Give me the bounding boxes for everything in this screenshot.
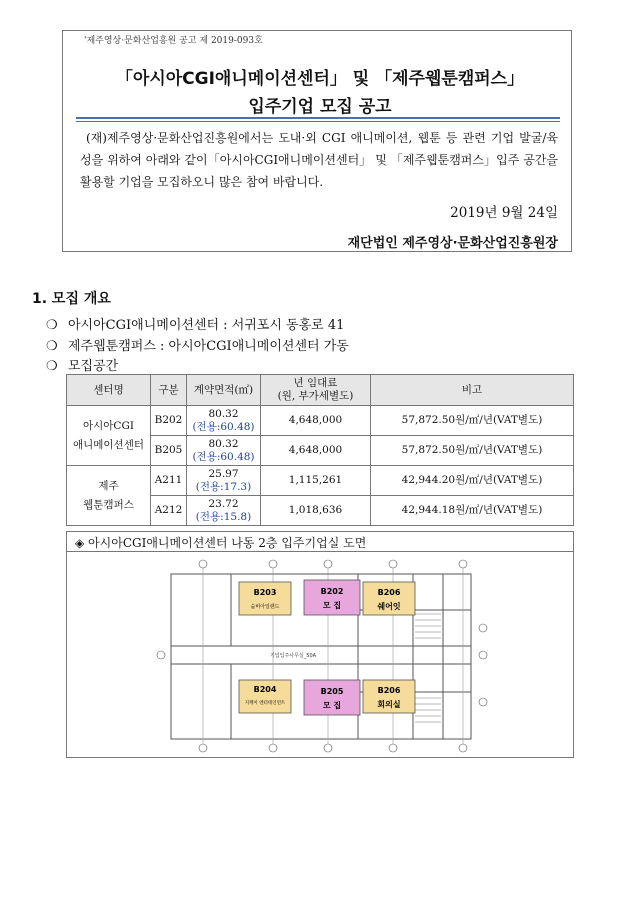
rent-cell: 4,648,000 — [261, 406, 371, 436]
room-code: B206 — [377, 588, 401, 597]
bullet-circle-icon: ❍ — [46, 359, 58, 374]
issuing-organization: 재단법인 제주영상·문화산업진흥원장 — [347, 236, 558, 251]
stair-hatch — [415, 614, 441, 722]
floorplan-caption: ◈ 아시아CGI애니메이션센터 나동 2층 입주기업실 도면 — [75, 536, 367, 550]
bullet-item — [46, 314, 344, 333]
area-exclusive: (전용:15.8) — [195, 510, 252, 523]
floorplan-drawing — [153, 552, 493, 756]
area-cell — [187, 466, 261, 496]
section-heading: 1. 모집 개요 — [32, 291, 111, 307]
room-label: 회의실 — [377, 700, 401, 709]
room-code: B206 — [377, 686, 401, 695]
rent-cell: 4,648,000 — [261, 436, 371, 466]
table-header-row — [67, 375, 574, 406]
rent-cell: 1,018,636 — [261, 496, 371, 526]
bullet-text: 아시아CGI애니메이션센터 : 서귀포시 동홍로 41 — [68, 318, 345, 333]
corridor-label: 기업입주사무실_50A — [269, 653, 317, 659]
note-cell: 42,944.18원/㎡/년(VAT별도) — [371, 496, 574, 526]
header-rent — [261, 375, 371, 406]
area-total: 80.32 — [208, 437, 239, 450]
room-code: B202 — [320, 587, 344, 596]
bullet-text: 모집공간 — [68, 359, 119, 374]
note-cell: 57,872.50원/㎡/년(VAT별도) — [371, 436, 574, 466]
center-name — [67, 406, 151, 466]
center-name-line1: 제주 — [98, 479, 119, 492]
area-total: 80.32 — [208, 407, 239, 420]
room-B203 — [239, 582, 291, 615]
area-cell — [187, 406, 261, 436]
notice-number: '제주영상·문화산업흥원 공고 제 2019-093호 — [84, 36, 263, 46]
table-row — [67, 466, 574, 496]
room-B205 — [304, 680, 360, 715]
room-B206-top — [363, 582, 415, 615]
header-center: 센터명 — [67, 375, 151, 406]
notice-body: (재)제주영상·문화산업진흥원에서는 도내·외 CGI 애니메이션, 웹툰 등 관련 기업 발굴/육성을 위하여 아래와 같이「아시아CGI애니메이션센터」 및 「제주웹툰캠퍼스」입주 공간을 활용할 기업을 모집하오니 많은 참여 바랍니다. — [80, 131, 558, 189]
bullet-text: 제주웹툰캠퍼스 : 아시아CGI애니메이션센터 가동 — [68, 339, 349, 354]
room-code: B204 — [253, 685, 277, 694]
header-rent-line1: 년 임대료 — [293, 377, 338, 389]
area-exclusive: (전용:60.48) — [192, 450, 255, 463]
header-rent-line2: (원, 부가세별도) — [277, 390, 354, 402]
bullet-item — [46, 335, 349, 354]
room-code: B203 — [253, 588, 277, 597]
area-cell — [187, 436, 261, 466]
title-rule — [76, 117, 560, 119]
title-rule-thin — [76, 121, 560, 122]
unit-code: A212 — [151, 496, 187, 526]
room-label: 쉐어잇 — [377, 602, 401, 611]
header-type: 구분 — [151, 375, 187, 406]
area-total: 23.72 — [208, 497, 239, 510]
unit-code: A211 — [151, 466, 187, 496]
room-label: 모 집 — [322, 601, 342, 610]
area-exclusive: (전용:17.3) — [195, 480, 252, 493]
header-area: 계약면적(㎡) — [187, 375, 261, 406]
center-name — [67, 466, 151, 526]
room-label: 지케이 엔터테인먼트 — [244, 701, 286, 706]
notice-title: 「아시아CGI애니메이션센터」 및 「제주웹툰캠퍼스」 — [115, 69, 525, 89]
area-total: 25.97 — [208, 467, 239, 480]
rent-cell: 1,115,261 — [261, 466, 371, 496]
notice-subtitle: 입주기업 모집 공고 — [248, 97, 392, 117]
note-cell: 57,872.50원/㎡/년(VAT별도) — [371, 406, 574, 436]
bullet-circle-icon: ❍ — [46, 339, 58, 354]
bullet-item — [46, 355, 118, 374]
center-name-line2: 웹툰캠퍼스 — [83, 498, 134, 511]
header-note: 비고 — [371, 375, 574, 406]
center-name-line1: 아시아CGI — [83, 419, 134, 432]
unit-code: B202 — [151, 406, 187, 436]
bullet-circle-icon: ❍ — [46, 318, 58, 333]
spaces-table — [66, 374, 574, 526]
notice-date: 2019년 9월 24일 — [450, 205, 558, 221]
note-cell: 42,944.20원/㎡/년(VAT별도) — [371, 466, 574, 496]
table-row — [67, 406, 574, 436]
unit-code: B205 — [151, 436, 187, 466]
area-cell — [187, 496, 261, 526]
room-B202 — [304, 580, 360, 615]
room-B204 — [239, 680, 291, 713]
room-B206-bottom — [363, 680, 415, 713]
room-code: B205 — [320, 687, 344, 696]
room-label: 모 집 — [322, 701, 342, 710]
floorplan-box — [66, 531, 574, 758]
area-exclusive: (전용:60.48) — [192, 420, 255, 433]
center-name-line2: 애니메이션센터 — [72, 438, 144, 451]
room-label: 숨비아일랜드 — [250, 604, 280, 610]
